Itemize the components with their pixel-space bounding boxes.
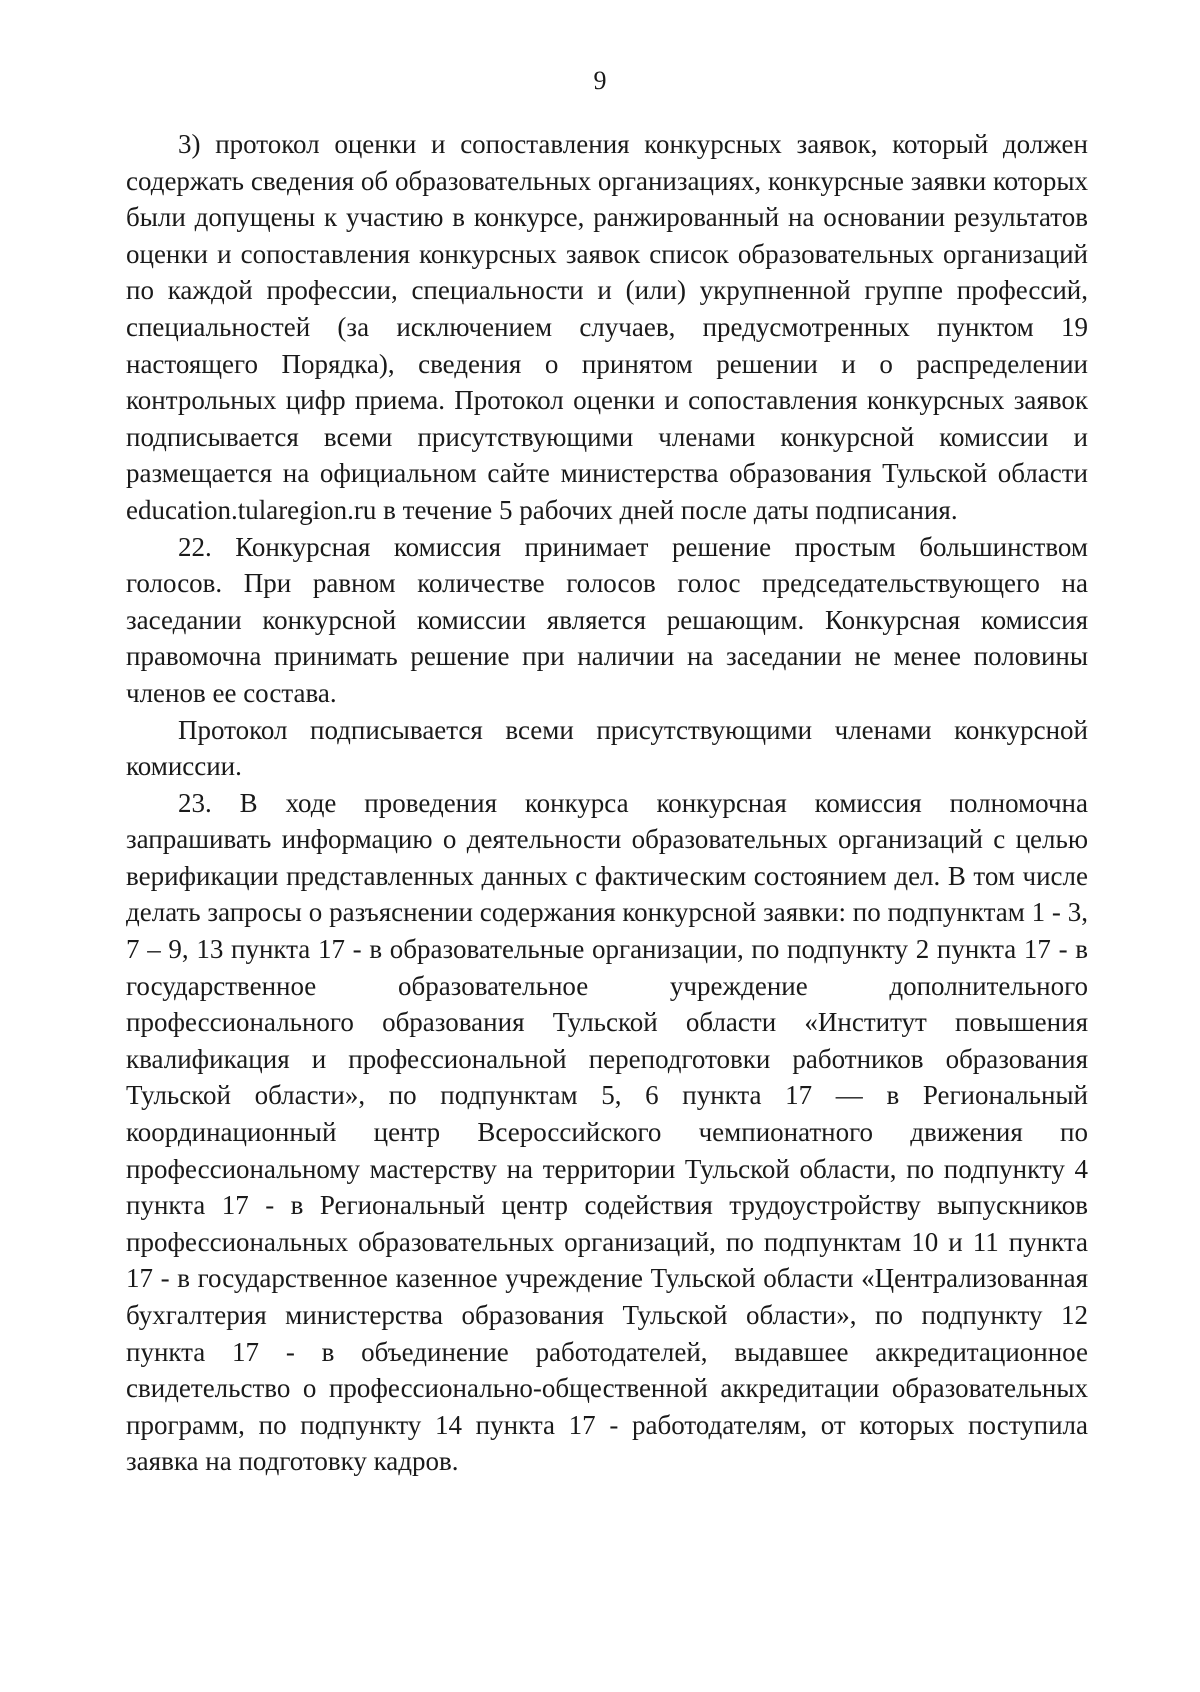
paragraph-item-3-protocol: 3) протокол оценки и сопоставления конкурсных заявок, который должен содержать сведения об образовательных организациях, конкурсные заявки которых были допущены к участию в конкурсе, ранжированный на основании результатов оценки и сопоставления конкурсных заявок список образовательных организаций по каждой профессии, специальности и (или) укрупненной группе профессий, специальностей (за исключением случаев, предусмотренных пунктом 19 настоящего Порядка), сведения о принятом решении и о распределении контрольных цифр приема. Протокол оценки и сопоставления конкурсных заявок подписывается всеми присутствующими членами конкурсной комиссии и размещается на официальном сайте министерства образования Тульской области education.tularegion.ru в течение 5 рабочих дней после даты подписания.: [126, 129, 1088, 525]
document-body: [126, 126, 1088, 1480]
page-number: 9: [593, 66, 607, 95]
paragraph-clause-23: 23. В ходе проведения конкурса конкурсная комиссия полномочна запрашивать информацию о деятельности образовательных организаций с целью верификации представленных данных с фактическим состоянием дел. В том числе делать запросы о разъяснении содержания конкурсной заявки: по подпунктам 1 - 3, 7 – 9, 13 пункта 17 - в образовательные организации, по подпункту 2 пункта 17 - в государственное образовательное учреждение дополнительного профессионального образования Тульской области «Институт повышения квалификация и профессиональной переподготовки работников образования Тульской области», по подпунктам 5, 6 пункта 17 — в Региональный координационный центр Всероссийского чемпионатного движения по профессиональному мастерству на территории Тульской области, по подпункту 4 пункта 17 - в Региональный центр содействия трудоустройству выпускников профессиональных образовательных организаций, по подпунктам 10 и 11 пункта 17 - в государственное казенное учреждение Тульской области «Централизованная бухгалтерия министерства образования Тульской области», по подпункту 12 пункта 17 - в объединение работодателей, выдавшее аккредитационное свидетельство о профессионально-общественной аккредитации образовательных программ, по подпункту 14 пункта 17 - работодателям, от которых поступила заявка на подготовку кадров.: [126, 787, 1088, 1477]
paragraph-clause-22: 22. Конкурсная комиссия принимает решение простым большинством голосов. При равном количестве голосов голос председательствующего на заседании конкурсной комиссии является решающим. Конкурсная комиссия правомочна принимать решение при наличии на заседании не менее половины членов ее состава.: [126, 531, 1088, 708]
paragraph-protocol-signing: Протокол подписывается всеми присутствующими членами конкурсной комиссии.: [126, 714, 1088, 782]
